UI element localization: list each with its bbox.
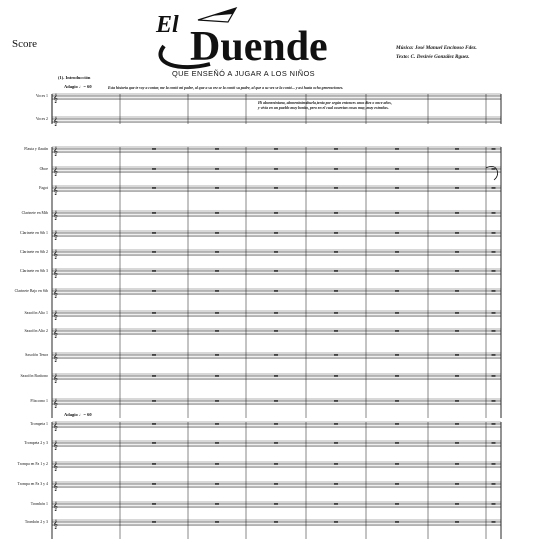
rest-icon (455, 463, 459, 464)
rest-icon (395, 442, 399, 443)
rest-icon (334, 463, 338, 464)
rest-icon (395, 212, 399, 213)
rest-icon (492, 463, 496, 464)
rest-icon (395, 463, 399, 464)
rest-icon (334, 312, 338, 313)
rest-icon (334, 400, 338, 401)
rest-icon (215, 168, 219, 169)
rest-icon (395, 270, 399, 271)
rest-icon (455, 290, 459, 291)
rest-icon (492, 251, 496, 252)
clef-icon: 𝄞 (53, 461, 58, 471)
rest-icon (274, 168, 278, 169)
rest-icon (492, 483, 496, 484)
rest-icon (274, 148, 278, 149)
rest-icon (492, 270, 496, 271)
staff (52, 311, 501, 320)
rest-icon (455, 148, 459, 149)
instrument-label: Clarinete en Mib (21, 210, 48, 215)
rest-icon (215, 232, 219, 233)
staff (52, 167, 501, 176)
rest-icon (334, 148, 338, 149)
instrument-label: Clarinete en Sib 1 (20, 230, 48, 235)
rest-icon (152, 400, 156, 401)
rest-icon (492, 148, 496, 149)
rest-icon (395, 400, 399, 401)
rest-icon (274, 187, 278, 188)
rest-icon (274, 400, 278, 401)
rest-icon (492, 521, 496, 522)
title-subtitle: QUE ENSEÑÓ A JUGAR A LOS NIÑOS (172, 69, 316, 78)
clef-icon: 𝄞 (53, 440, 58, 450)
rest-icon (395, 375, 399, 376)
rest-icon (455, 168, 459, 169)
rest-icon (455, 400, 459, 401)
staff (52, 269, 501, 278)
rest-icon (334, 330, 338, 331)
narration-line-2: Hi aboneniniana, aboneninimabuela,tenía por según entonces unos diez o once años, (258, 101, 392, 105)
rest-icon (215, 312, 219, 313)
rest-icon (274, 270, 278, 271)
clef-icon: 𝄞 (53, 230, 58, 240)
staff (52, 482, 501, 491)
rest-icon (215, 270, 219, 271)
rest-icon (395, 423, 399, 424)
clef-icon: 𝄞 (53, 146, 58, 156)
rest-icon (455, 354, 459, 355)
rest-icon (455, 251, 459, 252)
rest-icon (395, 251, 399, 252)
staff (52, 147, 501, 156)
rest-icon (274, 463, 278, 464)
rest-icon (274, 354, 278, 355)
rest-icon (215, 212, 219, 213)
staff (52, 117, 501, 126)
rest-icon (152, 330, 156, 331)
rest-icon (152, 312, 156, 313)
rest-icon (334, 212, 338, 213)
rest-icon (215, 400, 219, 401)
rest-icon (215, 375, 219, 376)
rest-icon (152, 375, 156, 376)
rest-icon (492, 503, 496, 504)
instrument-label: Trompeta 1 (30, 421, 48, 426)
rest-icon (215, 148, 219, 149)
rest-icon (274, 312, 278, 313)
rest-icon (334, 375, 338, 376)
rest-icon (455, 442, 459, 443)
rest-icon (152, 168, 156, 169)
rest-icon (492, 423, 496, 424)
rest-icon (334, 168, 338, 169)
clef-icon: 𝄞 (53, 421, 58, 431)
rest-icon (492, 312, 496, 313)
instrument-label: Trombón 1 (30, 501, 48, 506)
rest-icon (492, 354, 496, 355)
rest-icon (215, 330, 219, 331)
music-credit: Música: José Manuel Encinoso Fdez. (396, 45, 477, 51)
staff (52, 231, 501, 240)
clef-icon: 𝄞 (53, 249, 58, 259)
rest-icon (395, 290, 399, 291)
staff (52, 422, 501, 431)
rest-icon (455, 483, 459, 484)
staff (52, 353, 501, 362)
rest-icon (455, 212, 459, 213)
rest-icon (334, 251, 338, 252)
clef-icon: 𝄞 (53, 373, 58, 383)
rest-icon (152, 148, 156, 149)
rest-icon (215, 442, 219, 443)
rest-icon (152, 251, 156, 252)
clef-icon: 𝄞 (53, 519, 58, 529)
staff (52, 289, 501, 298)
staff (52, 211, 501, 220)
clef-icon: 𝄞 (53, 116, 58, 126)
staff (52, 441, 501, 450)
rest-icon (334, 232, 338, 233)
instrument-label: Trompa en Fa 3 y 4 (17, 481, 48, 486)
staff (52, 520, 501, 529)
instrument-label: Voces 2 (35, 116, 48, 121)
rest-icon (395, 187, 399, 188)
rest-icon (395, 354, 399, 355)
rest-icon (334, 290, 338, 291)
rest-icon (274, 212, 278, 213)
rest-icon (152, 483, 156, 484)
rest-icon (152, 270, 156, 271)
section-title: (1). Introducción (58, 75, 91, 80)
rest-icon (215, 290, 219, 291)
rest-icon (395, 168, 399, 169)
clef-icon: 𝄞 (53, 268, 58, 278)
staff (52, 329, 501, 338)
rest-icon (395, 483, 399, 484)
rest-icon (152, 423, 156, 424)
rest-icon (455, 270, 459, 271)
rest-icon (152, 232, 156, 233)
rest-icon (455, 330, 459, 331)
instrument-label: Saxofón Barítono (20, 373, 48, 378)
rest-icon (152, 503, 156, 504)
clef-icon: 𝄞 (53, 501, 58, 511)
rest-icon (274, 330, 278, 331)
narration-line-3: y vivía en un pueblo muy bonito, pero en el cual ocurrían cosas muy, muy extrañas. (258, 106, 389, 110)
title-el: El (156, 12, 179, 38)
instrument-label: Trompeta 2 y 3 (24, 440, 48, 445)
rest-icon (274, 375, 278, 376)
rest-icon (492, 212, 496, 213)
clef-icon: 𝄞 (53, 93, 58, 103)
clef-icon: 𝄞 (53, 185, 58, 195)
rest-icon (334, 442, 338, 443)
rest-icon (274, 423, 278, 424)
rest-icon (455, 423, 459, 424)
clef-icon: 𝄞 (53, 288, 58, 298)
rest-icon (215, 354, 219, 355)
rest-icon (492, 187, 496, 188)
instrument-label: Trombón 2 y 3 (24, 519, 48, 524)
clef-icon: 𝄞 (53, 166, 58, 176)
instrument-label: Saxofón Alto 1 (24, 310, 48, 315)
staff (52, 94, 501, 103)
tempo-marking-brass: Adagio ♩= 60 (64, 412, 92, 417)
narration-line-1: Esta historia que te voy a contar, me la contó mi padre, al que a su vez se la contó su padre, al que a su vez se la contó... y así hasta ocho generaciones. (108, 86, 344, 90)
staff (52, 250, 501, 259)
rest-icon (395, 503, 399, 504)
score-label: Score (12, 38, 38, 50)
rest-icon (455, 521, 459, 522)
rest-icon (274, 232, 278, 233)
instrument-label: Clarinete Bajo en Sib (14, 288, 48, 293)
rest-icon (152, 290, 156, 291)
rest-icon (334, 423, 338, 424)
rest-icon (215, 503, 219, 504)
rest-icon (152, 354, 156, 355)
rest-icon (492, 442, 496, 443)
rest-icon (152, 463, 156, 464)
rest-icon (152, 187, 156, 188)
rest-icon (492, 330, 496, 331)
rest-icon (215, 187, 219, 188)
instrument-label: Flauta y flautín (24, 146, 48, 151)
clef-icon: 𝄞 (53, 352, 58, 362)
rest-icon (215, 251, 219, 252)
rest-icon (334, 521, 338, 522)
rest-icon (455, 375, 459, 376)
tempo-marking-top: Adagio ♩= 60 (64, 84, 92, 89)
clef-icon: 𝄞 (53, 398, 58, 408)
rest-icon (334, 483, 338, 484)
staff (52, 502, 501, 511)
rest-icon (152, 212, 156, 213)
instrument-label: Oboe (39, 166, 48, 171)
rest-icon (455, 232, 459, 233)
rest-icon (455, 312, 459, 313)
rest-icon (395, 148, 399, 149)
instrument-label: Fagot (39, 185, 48, 190)
clef-icon: 𝄞 (53, 210, 58, 220)
rest-icon (492, 290, 496, 291)
rest-icon (334, 270, 338, 271)
rest-icon (274, 442, 278, 443)
rest-icon (395, 232, 399, 233)
rest-icon (492, 232, 496, 233)
rest-icon (455, 187, 459, 188)
rest-icon (334, 187, 338, 188)
instrument-label: Clarinete en Sib 2 (20, 249, 48, 254)
rest-icon (215, 521, 219, 522)
staff (52, 399, 501, 408)
rest-icon (395, 312, 399, 313)
clef-icon: 𝄞 (53, 310, 58, 320)
rest-icon (215, 423, 219, 424)
staff (52, 462, 501, 471)
rest-icon (274, 290, 278, 291)
rest-icon (274, 251, 278, 252)
rest-icon (492, 375, 496, 376)
staff (52, 186, 501, 195)
rest-icon (274, 521, 278, 522)
rest-icon (455, 503, 459, 504)
title-duende: Duende (190, 24, 328, 70)
rest-icon (152, 442, 156, 443)
instrument-label: Saxofón Tenor (25, 352, 48, 357)
instrument-label: Saxofón Alto 2 (24, 328, 48, 333)
instrument-label: Voces 1 (35, 93, 48, 98)
rest-icon (334, 503, 338, 504)
instrument-label: Trompa en Fa 1 y 2 (17, 461, 48, 466)
rest-icon (152, 521, 156, 522)
rest-icon (274, 503, 278, 504)
clef-icon: 𝄞 (53, 328, 58, 338)
text-credit: Texto: C. Desirée González Rguez. (396, 54, 470, 60)
instrument-label: Clarinete en Sib 3 (20, 268, 48, 273)
rest-icon (274, 483, 278, 484)
rest-icon (492, 400, 496, 401)
rest-icon (215, 463, 219, 464)
staff (52, 374, 501, 383)
instrument-label: Fliscorno 1 (30, 398, 48, 403)
rest-icon (395, 521, 399, 522)
rest-icon (395, 330, 399, 331)
clef-icon: 𝄞 (53, 481, 58, 491)
rest-icon (334, 354, 338, 355)
rest-icon (492, 168, 496, 169)
rest-icon (215, 483, 219, 484)
